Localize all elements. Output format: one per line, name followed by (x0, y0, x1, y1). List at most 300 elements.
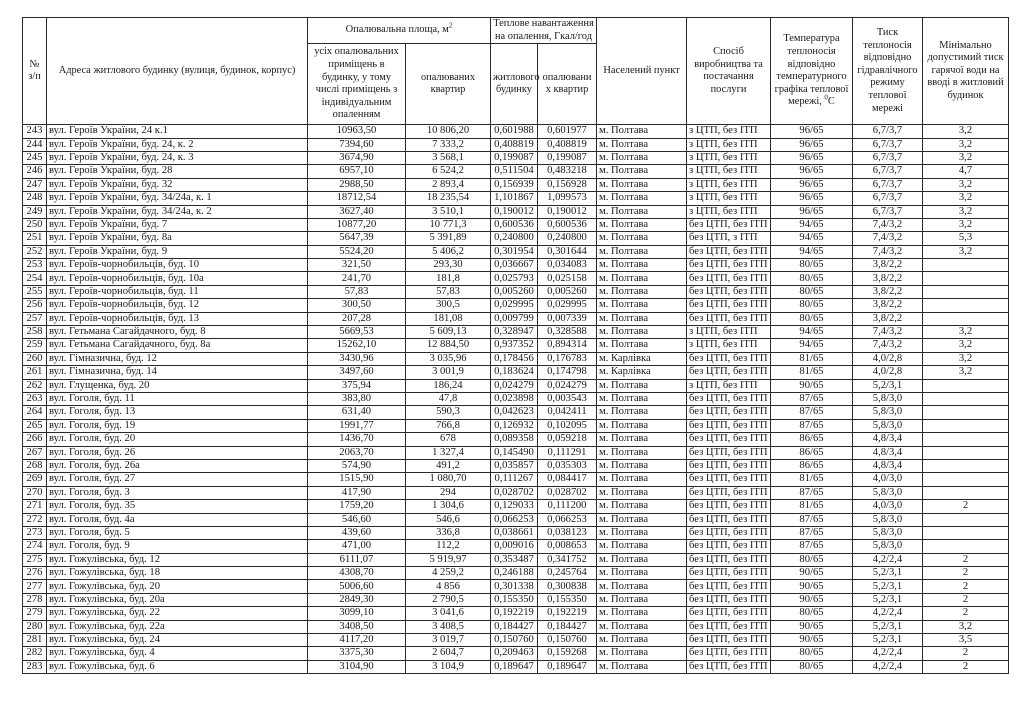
cell-load-building: 0,408819 (491, 138, 538, 151)
cell-min-pressure (923, 526, 1009, 539)
cell-supply-method: без ЦТП, без ІТП (687, 620, 771, 633)
cell-temperature: 80/65 (771, 272, 853, 285)
table-row (23, 647, 1009, 660)
cell-load-building: 0,023898 (491, 393, 538, 406)
cell-area-all: 6111,07 (308, 553, 406, 566)
cell-pressure: 4,0/3,0 (853, 473, 923, 486)
cell-temperature: 87/65 (771, 513, 853, 526)
cell-supply-method: без ЦТП, без ІТП (687, 567, 771, 580)
cell-address: вул. Героїв України, буд. 7 (47, 218, 308, 231)
cell-temperature: 94/65 (771, 339, 853, 352)
cell-area-all: 2063,70 (308, 446, 406, 459)
cell-pressure: 3,8/2,2 (853, 285, 923, 298)
cell-load-building: 0,009799 (491, 312, 538, 325)
cell-load-apartments: 0,025158 (538, 272, 597, 285)
cell-settlement: м. Полтава (597, 138, 687, 151)
header-heated-area-label: Опалювальна площа, м (345, 24, 449, 36)
cell-min-pressure: 2 (923, 660, 1009, 673)
cell-number: 250 (23, 218, 47, 231)
cell-address: вул. Гожулівська, буд. 20а (47, 593, 308, 606)
cell-min-pressure (923, 393, 1009, 406)
table-row (23, 178, 1009, 191)
cell-load-building: 0,240800 (491, 232, 538, 245)
table-row (23, 299, 1009, 312)
cell-settlement: м. Полтава (597, 513, 687, 526)
cell-area-apartments: 18 235,54 (406, 192, 491, 205)
table-row (23, 259, 1009, 272)
cell-temperature: 90/65 (771, 567, 853, 580)
table-row (23, 205, 1009, 218)
cell-number: 272 (23, 513, 47, 526)
cell-temperature: 80/65 (771, 259, 853, 272)
cell-supply-method: без ЦТП, без ІТП (687, 607, 771, 620)
cell-settlement: м. Полтава (597, 178, 687, 191)
cell-pressure: 6,7/3,7 (853, 138, 923, 151)
cell-load-apartments: 0,034083 (538, 259, 597, 272)
table-row (23, 580, 1009, 593)
cell-area-apartments: 3 041,6 (406, 607, 491, 620)
cell-min-pressure (923, 419, 1009, 432)
cell-load-apartments: 0,483218 (538, 165, 597, 178)
cell-settlement: м. Полтава (597, 620, 687, 633)
cell-load-building: 0,111267 (491, 473, 538, 486)
cell-load-building: 0,024279 (491, 379, 538, 392)
cell-area-apartments: 47,8 (406, 393, 491, 406)
cell-load-building: 0,005260 (491, 285, 538, 298)
table-header (23, 18, 1009, 125)
cell-settlement: м. Полтава (597, 299, 687, 312)
cell-supply-method: з ЦТП, без ІТП (687, 339, 771, 352)
cell-temperature: 96/65 (771, 178, 853, 191)
cell-min-pressure: 4,7 (923, 165, 1009, 178)
header-settlement: Населений пункт (597, 18, 687, 125)
cell-pressure: 5,2/3,1 (853, 620, 923, 633)
cell-pressure: 4,2/2,4 (853, 607, 923, 620)
cell-number: 275 (23, 553, 47, 566)
cell-area-all: 3375,30 (308, 647, 406, 660)
cell-area-apartments: 3 001,9 (406, 366, 491, 379)
cell-area-apartments: 1 304,6 (406, 500, 491, 513)
cell-pressure: 5,2/3,1 (853, 580, 923, 593)
cell-supply-method: без ЦТП, без ІТП (687, 500, 771, 513)
table-row (23, 513, 1009, 526)
cell-load-apartments: 0,059218 (538, 433, 597, 446)
cell-number: 265 (23, 419, 47, 432)
header-pressure: Тиск теплоносія відповідно гідравлічного режиму теплової мережі (853, 18, 923, 125)
cell-area-all: 5669,53 (308, 326, 406, 339)
cell-min-pressure: 3,2 (923, 366, 1009, 379)
cell-area-apartments: 5 919,97 (406, 553, 491, 566)
cell-area-apartments: 3 104,9 (406, 660, 491, 673)
cell-area-all: 241,70 (308, 272, 406, 285)
cell-settlement: м. Полтава (597, 406, 687, 419)
cell-number: 269 (23, 473, 47, 486)
cell-supply-method: без ЦТП, без ІТП (687, 526, 771, 539)
cell-area-apartments: 293,30 (406, 259, 491, 272)
cell-supply-method: без ЦТП, без ІТП (687, 393, 771, 406)
cell-area-all: 3497,60 (308, 366, 406, 379)
cell-temperature: 90/65 (771, 620, 853, 633)
cell-address: вул. Гоголя, буд. 27 (47, 473, 308, 486)
cell-min-pressure (923, 312, 1009, 325)
cell-load-apartments: 0,408819 (538, 138, 597, 151)
heating-data-table (22, 17, 1009, 674)
cell-area-apartments: 6 524,2 (406, 165, 491, 178)
cell-load-apartments: 0,328588 (538, 326, 597, 339)
cell-pressure: 5,8/3,0 (853, 419, 923, 432)
cell-load-apartments: 0,199087 (538, 151, 597, 164)
cell-supply-method: без ЦТП, без ІТП (687, 459, 771, 472)
cell-number: 243 (23, 125, 47, 138)
cell-pressure: 5,8/3,0 (853, 406, 923, 419)
cell-area-apartments: 2 790,5 (406, 593, 491, 606)
cell-supply-method: з ЦТП, без ІТП (687, 151, 771, 164)
cell-load-apartments: 0,341752 (538, 553, 597, 566)
cell-pressure: 4,0/2,8 (853, 352, 923, 365)
cell-supply-method: з ЦТП, без ІТП (687, 205, 771, 218)
cell-load-building: 0,511504 (491, 165, 538, 178)
cell-settlement: м. Полтава (597, 459, 687, 472)
table-row (23, 540, 1009, 553)
cell-temperature: 80/65 (771, 285, 853, 298)
cell-load-building: 0,129033 (491, 500, 538, 513)
cell-load-building: 0,937352 (491, 339, 538, 352)
cell-settlement: м. Полтава (597, 326, 687, 339)
cell-area-all: 1515,90 (308, 473, 406, 486)
cell-load-building: 0,183624 (491, 366, 538, 379)
cell-number: 246 (23, 165, 47, 178)
cell-area-apartments: 181,8 (406, 272, 491, 285)
header-temperature-sup: 0 (824, 93, 828, 102)
cell-area-apartments: 336,8 (406, 526, 491, 539)
cell-pressure: 5,8/3,0 (853, 513, 923, 526)
cell-settlement: м. Полтава (597, 192, 687, 205)
cell-address: вул. Гоголя, буд. 9 (47, 540, 308, 553)
cell-area-apartments: 57,83 (406, 285, 491, 298)
cell-temperature: 86/65 (771, 446, 853, 459)
cell-settlement: м. Полтава (597, 433, 687, 446)
cell-load-apartments: 0,155350 (538, 593, 597, 606)
cell-supply-method: без ЦТП, без ІТП (687, 419, 771, 432)
cell-number: 274 (23, 540, 47, 553)
cell-supply-method: без ЦТП, без ІТП (687, 486, 771, 499)
cell-supply-method: без ЦТП, без ІТП (687, 540, 771, 553)
cell-area-all: 10877,20 (308, 218, 406, 231)
header-number: № з/п (23, 18, 47, 125)
table-row (23, 379, 1009, 392)
cell-pressure: 4,8/3,4 (853, 446, 923, 459)
cell-address: вул. Героїв України, буд. 34/24а, к. 1 (47, 192, 308, 205)
header-heated-area-group (308, 18, 491, 44)
cell-area-apartments: 5 391,89 (406, 232, 491, 245)
cell-number: 280 (23, 620, 47, 633)
cell-pressure: 5,2/3,1 (853, 593, 923, 606)
cell-load-apartments: 0,601977 (538, 125, 597, 138)
cell-temperature: 87/65 (771, 419, 853, 432)
cell-load-apartments: 0,029995 (538, 299, 597, 312)
cell-area-all: 2988,50 (308, 178, 406, 191)
cell-pressure: 5,2/3,1 (853, 379, 923, 392)
table-row (23, 285, 1009, 298)
cell-address: вул. Героїв-чорнобильців, буд. 10 (47, 259, 308, 272)
table-row (23, 433, 1009, 446)
header-heat-load-group: Теплове навантаження на опалення, Гкал/год (491, 18, 597, 44)
cell-temperature: 96/65 (771, 205, 853, 218)
cell-temperature: 80/65 (771, 607, 853, 620)
cell-temperature: 87/65 (771, 526, 853, 539)
cell-load-building: 0,035857 (491, 459, 538, 472)
cell-settlement: м. Полтава (597, 232, 687, 245)
cell-load-building: 0,150760 (491, 634, 538, 647)
cell-supply-method: без ЦТП, без ІТП (687, 634, 771, 647)
cell-address: вул. Героїв України, буд. 32 (47, 178, 308, 191)
cell-load-building: 0,145490 (491, 446, 538, 459)
cell-settlement: м. Полтава (597, 446, 687, 459)
table-row (23, 486, 1009, 499)
cell-min-pressure: 3,2 (923, 138, 1009, 151)
cell-area-all: 3099,10 (308, 607, 406, 620)
cell-min-pressure (923, 406, 1009, 419)
cell-address: вул. Гожулівська, буд. 20 (47, 580, 308, 593)
cell-address: вул. Гоголя, буд. 35 (47, 500, 308, 513)
cell-min-pressure: 2 (923, 607, 1009, 620)
cell-pressure: 5,2/3,1 (853, 634, 923, 647)
cell-load-building: 0,209463 (491, 647, 538, 660)
cell-number: 282 (23, 647, 47, 660)
cell-address: вул. Героїв-чорнобильців, буд. 10а (47, 272, 308, 285)
cell-address: вул. Героїв України, буд. 9 (47, 245, 308, 258)
table-row (23, 593, 1009, 606)
cell-settlement: м. Полтава (597, 567, 687, 580)
cell-min-pressure (923, 433, 1009, 446)
cell-pressure: 4,8/3,4 (853, 459, 923, 472)
cell-number: 249 (23, 205, 47, 218)
table-row (23, 245, 1009, 258)
header-temperature-label: Температура теплоносія відповідно температурного графіка теплової мережі, (774, 33, 849, 108)
cell-number: 279 (23, 607, 47, 620)
cell-area-all: 6957,10 (308, 165, 406, 178)
cell-supply-method: без ЦТП, без ІТП (687, 299, 771, 312)
header-heated-area-unit: 2 (448, 21, 453, 30)
header-min-pressure: Мінімально допустимий тиск гарячої води на вводі в житловий будинок (923, 18, 1009, 125)
cell-load-apartments: 0,156928 (538, 178, 597, 191)
cell-load-building: 0,328947 (491, 326, 538, 339)
cell-settlement: м. Карлівка (597, 352, 687, 365)
cell-area-apartments: 186,24 (406, 379, 491, 392)
cell-settlement: м. Полтава (597, 272, 687, 285)
cell-address: вул. Героїв-чорнобильців, буд. 12 (47, 299, 308, 312)
cell-area-all: 574,90 (308, 459, 406, 472)
cell-area-all: 5647,39 (308, 232, 406, 245)
cell-address: вул. Гожулівська, буд. 24 (47, 634, 308, 647)
cell-number: 257 (23, 312, 47, 325)
cell-area-apartments: 1 080,70 (406, 473, 491, 486)
cell-min-pressure: 2 (923, 567, 1009, 580)
cell-address: вул. Героїв-чорнобильців, буд. 11 (47, 285, 308, 298)
cell-area-all: 631,40 (308, 406, 406, 419)
cell-supply-method: без ЦТП, без ІТП (687, 647, 771, 660)
cell-address: вул. Гоголя, буд. 26 (47, 446, 308, 459)
cell-pressure: 5,8/3,0 (853, 393, 923, 406)
cell-address: вул. Гожулівська, буд. 12 (47, 553, 308, 566)
cell-area-apartments: 491,2 (406, 459, 491, 472)
cell-area-apartments: 12 884,50 (406, 339, 491, 352)
cell-number: 263 (23, 393, 47, 406)
cell-address: вул. Гетьмана Сагайдачного, буд. 8 (47, 326, 308, 339)
cell-area-apartments: 294 (406, 486, 491, 499)
cell-supply-method: без ЦТП, без ІТП (687, 245, 771, 258)
cell-number: 270 (23, 486, 47, 499)
cell-number: 267 (23, 446, 47, 459)
cell-load-building: 0,038661 (491, 526, 538, 539)
table-row (23, 125, 1009, 138)
cell-min-pressure: 3,2 (923, 125, 1009, 138)
cell-address: вул. Героїв-чорнобильців, буд. 13 (47, 312, 308, 325)
cell-load-building: 0,066253 (491, 513, 538, 526)
cell-area-all: 3408,50 (308, 620, 406, 633)
header-heated-area-apartments: опалюваних квартир (406, 44, 491, 125)
table-body (23, 125, 1009, 674)
cell-area-apartments: 3 035,96 (406, 352, 491, 365)
cell-pressure: 7,4/3,2 (853, 339, 923, 352)
cell-area-all: 417,90 (308, 486, 406, 499)
cell-load-apartments: 0,005260 (538, 285, 597, 298)
cell-area-apartments: 2 604,7 (406, 647, 491, 660)
cell-number: 256 (23, 299, 47, 312)
cell-area-all: 15262,10 (308, 339, 406, 352)
cell-supply-method: без ЦТП, без ІТП (687, 366, 771, 379)
cell-address: вул. Гоголя, буд. 26а (47, 459, 308, 472)
cell-temperature: 81/65 (771, 473, 853, 486)
cell-area-all: 375,94 (308, 379, 406, 392)
cell-load-apartments: 0,038123 (538, 526, 597, 539)
cell-supply-method: без ЦТП, без ІТП (687, 446, 771, 459)
cell-address: вул. Гімназична, буд. 14 (47, 366, 308, 379)
table-row (23, 312, 1009, 325)
cell-load-apartments: 0,184427 (538, 620, 597, 633)
cell-supply-method: без ЦТП, без ІТП (687, 312, 771, 325)
cell-settlement: м. Полтава (597, 218, 687, 231)
cell-pressure: 4,2/2,4 (853, 660, 923, 673)
cell-supply-method: з ЦТП, без ІТП (687, 138, 771, 151)
cell-supply-method: без ЦТП, без ІТП (687, 433, 771, 446)
cell-pressure: 4,0/2,8 (853, 366, 923, 379)
table-row (23, 607, 1009, 620)
cell-load-building: 0,155350 (491, 593, 538, 606)
cell-min-pressure: 2 (923, 647, 1009, 660)
cell-area-apartments: 4 856 (406, 580, 491, 593)
cell-temperature: 81/65 (771, 366, 853, 379)
cell-supply-method: без ЦТП, без ІТП (687, 513, 771, 526)
cell-number: 264 (23, 406, 47, 419)
cell-settlement: м. Полтава (597, 151, 687, 164)
cell-number: 266 (23, 433, 47, 446)
cell-number: 273 (23, 526, 47, 539)
cell-address: вул. Гоголя, буд. 11 (47, 393, 308, 406)
table-row (23, 406, 1009, 419)
cell-min-pressure (923, 473, 1009, 486)
cell-load-apartments: 0,111200 (538, 500, 597, 513)
cell-supply-method: без ЦТП, без ІТП (687, 218, 771, 231)
cell-load-building: 0,126932 (491, 419, 538, 432)
cell-supply-method: без ЦТП, без ІТП (687, 272, 771, 285)
cell-temperature: 87/65 (771, 540, 853, 553)
cell-settlement: м. Полтава (597, 500, 687, 513)
cell-settlement: м. Полтава (597, 165, 687, 178)
cell-area-all: 1991,77 (308, 419, 406, 432)
cell-address: вул. Героїв України, буд. 34/24а, к. 2 (47, 205, 308, 218)
cell-number: 252 (23, 245, 47, 258)
cell-min-pressure: 2 (923, 500, 1009, 513)
cell-temperature: 86/65 (771, 433, 853, 446)
cell-min-pressure: 3,2 (923, 245, 1009, 258)
cell-supply-method: з ЦТП, без ІТП (687, 178, 771, 191)
cell-supply-method: без ЦТП, без ІТП (687, 285, 771, 298)
cell-address: вул. Гетьмана Сагайдачного, буд. 8а (47, 339, 308, 352)
table-row (23, 500, 1009, 513)
cell-supply-method: без ЦТП, без ІТП (687, 352, 771, 365)
cell-min-pressure (923, 272, 1009, 285)
cell-temperature: 90/65 (771, 634, 853, 647)
cell-load-building: 0,301954 (491, 245, 538, 258)
cell-number: 255 (23, 285, 47, 298)
cell-area-apartments: 10 806,20 (406, 125, 491, 138)
cell-load-apartments: 0,245764 (538, 567, 597, 580)
cell-temperature: 86/65 (771, 459, 853, 472)
cell-pressure: 4,8/3,4 (853, 433, 923, 446)
cell-load-apartments: 0,024279 (538, 379, 597, 392)
cell-number: 268 (23, 459, 47, 472)
cell-number: 262 (23, 379, 47, 392)
cell-settlement: м. Полтава (597, 259, 687, 272)
cell-number: 281 (23, 634, 47, 647)
cell-settlement: м. Полтава (597, 607, 687, 620)
cell-pressure: 5,8/3,0 (853, 486, 923, 499)
cell-load-apartments: 0,066253 (538, 513, 597, 526)
cell-temperature: 80/65 (771, 660, 853, 673)
cell-address: вул. Гоголя, буд. 5 (47, 526, 308, 539)
cell-min-pressure (923, 379, 1009, 392)
table-row (23, 473, 1009, 486)
cell-settlement: м. Полтава (597, 580, 687, 593)
table-row (23, 526, 1009, 539)
cell-min-pressure: 3,2 (923, 352, 1009, 365)
cell-settlement: м. Полтава (597, 393, 687, 406)
cell-area-all: 1436,70 (308, 433, 406, 446)
cell-supply-method: без ЦТП, без ІТП (687, 660, 771, 673)
cell-area-all: 300,50 (308, 299, 406, 312)
cell-load-apartments: 0,190012 (538, 205, 597, 218)
cell-min-pressure (923, 259, 1009, 272)
cell-area-all: 10963,50 (308, 125, 406, 138)
cell-load-building: 0,192219 (491, 607, 538, 620)
cell-pressure: 3,8/2,2 (853, 259, 923, 272)
cell-supply-method: з ЦТП, без ІТП (687, 125, 771, 138)
table-row (23, 339, 1009, 352)
cell-load-building: 0,189647 (491, 660, 538, 673)
cell-area-all: 3104,90 (308, 660, 406, 673)
cell-load-apartments: 0,159268 (538, 647, 597, 660)
cell-temperature: 96/65 (771, 192, 853, 205)
cell-area-all: 3627,40 (308, 205, 406, 218)
cell-temperature: 87/65 (771, 393, 853, 406)
cell-area-all: 207,28 (308, 312, 406, 325)
cell-settlement: м. Полтава (597, 285, 687, 298)
cell-min-pressure (923, 459, 1009, 472)
cell-pressure: 6,7/3,7 (853, 125, 923, 138)
cell-area-all: 57,83 (308, 285, 406, 298)
cell-area-apartments: 3 408,5 (406, 620, 491, 633)
